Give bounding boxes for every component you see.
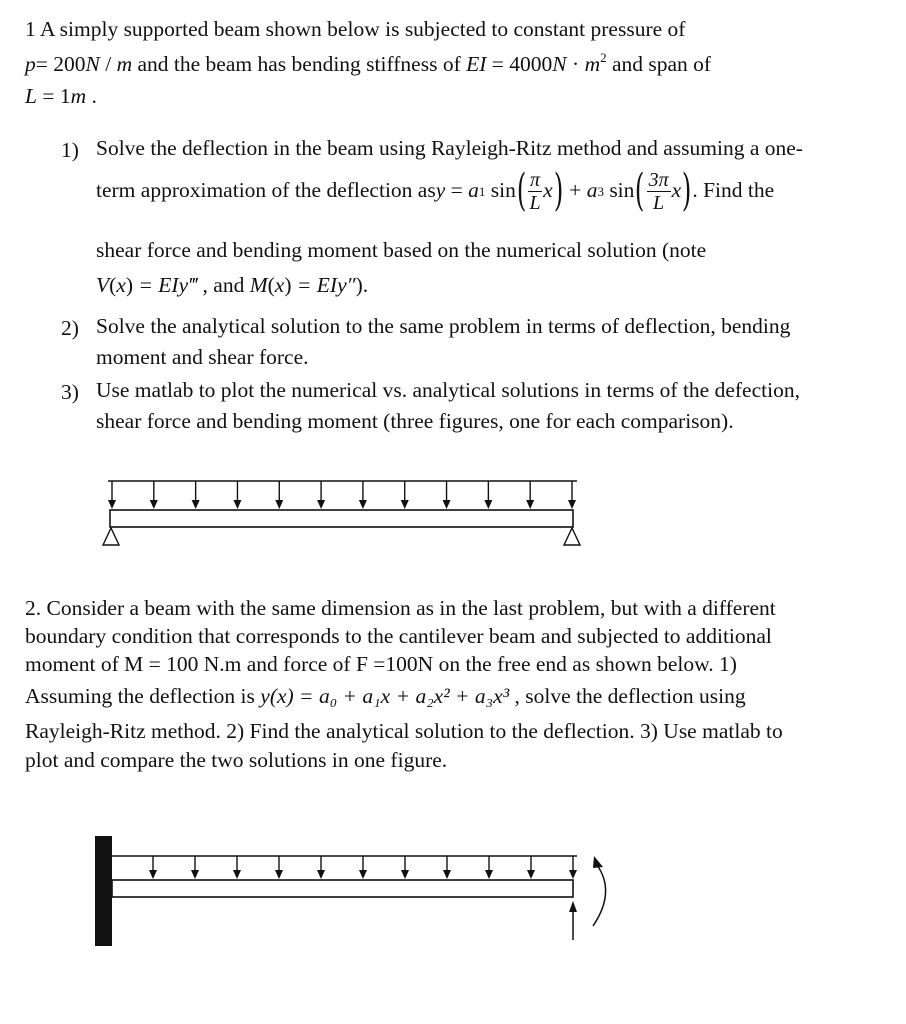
- fig1-load-arrow: [526, 481, 534, 509]
- eq-a1: a: [468, 178, 479, 203]
- l-value: = 1: [36, 84, 71, 108]
- item2-number: 2): [61, 316, 79, 340]
- p-unit-n: N: [85, 52, 100, 76]
- ei-dot: ·: [566, 52, 585, 76]
- item1-line4: V(x) = EIy‴ , and M(x) = EIy″).: [96, 273, 369, 297]
- item1-line2-end: . Find the: [692, 178, 775, 203]
- fig2-beam: [112, 880, 573, 897]
- item1-line4-end: ).: [355, 273, 369, 297]
- item1-line2-text: term approximation of the deflection as: [96, 178, 436, 203]
- eq-y: y: [435, 178, 446, 203]
- fig2-load-arrow: [191, 856, 199, 879]
- fig1-load-arrow: [317, 481, 325, 509]
- fig2-end-force-arrow: [569, 901, 577, 940]
- item3-number: 3): [61, 380, 79, 404]
- fig1-load-arrow: [192, 481, 200, 509]
- frac1-numerator: π: [530, 168, 541, 191]
- fig1-load-arrows: [108, 481, 576, 509]
- fig2-load-arrow: [149, 856, 157, 879]
- p-value: = 200: [35, 52, 86, 76]
- fig1-load-arrow: [275, 481, 283, 509]
- l-unit: m: [70, 84, 87, 108]
- problem1-line3: [25, 86, 97, 108]
- frac2-denominator: L: [653, 191, 665, 214]
- fraction-3pi-over-l: [647, 170, 671, 213]
- eq-sin1: sin: [485, 178, 516, 203]
- p-slash: /: [99, 52, 117, 76]
- problem2-line5: Rayleigh-Ritz method. 2) Find the analytical solution to the deflection. 3) Use matlab to: [25, 719, 783, 743]
- span-text: and span of: [606, 52, 712, 76]
- and-text: , and: [197, 273, 250, 297]
- eq-x2: x: [671, 178, 682, 203]
- l-end: .: [86, 84, 97, 108]
- mid-text: and the beam has bending stiffness of: [132, 52, 467, 76]
- eq-a3: a: [586, 178, 598, 203]
- m-arg: x: [274, 273, 285, 297]
- fig2-load-arrow: [569, 856, 577, 879]
- p-unit-m: m: [116, 52, 133, 76]
- eq-sin2: sin: [603, 178, 635, 203]
- paren-open-1: (: [516, 165, 527, 216]
- fig2-load-arrow: [275, 856, 283, 879]
- m-symbol: M: [249, 273, 268, 297]
- problem2-line4-start: Assuming the deflection is: [25, 684, 261, 708]
- fig2-load-arrow: [485, 856, 493, 879]
- eq-x1: x: [543, 178, 553, 203]
- fig1-load-arrow: [150, 481, 158, 509]
- fig1-load-arrow: [359, 481, 367, 509]
- fig1-load-arrow: [401, 481, 409, 509]
- item2-line2: moment and shear force.: [96, 345, 309, 369]
- problem2-line2: boundary condition that corresponds to the cantilever beam and subjected to additional: [25, 624, 772, 648]
- eq-plus: +: [563, 178, 587, 203]
- problem2-line6: plot and compare the two solutions in one figure.: [25, 748, 448, 772]
- ei-symbol: EI: [466, 52, 487, 76]
- fig2-end-moment-arrow: [593, 856, 606, 926]
- ei-exponent: 2: [600, 50, 607, 65]
- problem2-line4: [25, 686, 746, 708]
- fig2-load-arrow: [317, 856, 325, 879]
- m-rhs: = EIy″: [291, 273, 356, 297]
- ei-unit-m: m: [584, 52, 601, 76]
- paren-close-1: ): [553, 165, 563, 216]
- problem1-line1: 1 A simply supported beam shown below is subjected to constant pressure of: [25, 17, 686, 41]
- item3-line2: shear force and bending moment (three figures, one for each comparison).: [96, 409, 734, 433]
- l-symbol: L: [25, 84, 37, 108]
- fig2-load-arrows: [149, 856, 577, 879]
- fig2-load-arrow: [359, 856, 367, 879]
- v-arg: x: [116, 273, 126, 297]
- eq-sub1: 1: [478, 183, 486, 199]
- item1-line2: [96, 165, 775, 216]
- fig1-load-arrow: [108, 481, 116, 509]
- item1-line3: shear force and bending moment based on the numerical solution (note: [96, 238, 707, 262]
- problem2-line4-end: , solve the deflection using: [509, 684, 746, 708]
- paren-open-2: (: [635, 165, 645, 216]
- eq-sub3: 3: [597, 183, 604, 199]
- fig2-load-arrow: [443, 856, 451, 879]
- item1-number: 1): [61, 138, 79, 162]
- item1-line1: Solve the deflection in the beam using Rayleigh-Ritz method and assuming a one-: [96, 136, 803, 160]
- fig1-load-arrow: [443, 481, 451, 509]
- item3-line1: Use matlab to plot the numerical vs. analytical solutions in terms of the defection,: [96, 378, 800, 402]
- fig2-fixed-wall: [95, 836, 112, 946]
- fig1-load-arrow: [568, 481, 576, 509]
- frac2-numerator: 3π: [648, 168, 669, 191]
- eq-equals: =: [445, 178, 469, 203]
- fig1-left-pin-support: [103, 528, 119, 545]
- paren-close-2: ): [682, 165, 692, 216]
- fig2-load-arrow: [527, 856, 535, 879]
- fraction-pi-over-l: [528, 170, 542, 213]
- fig1-beam: [110, 510, 573, 527]
- fig1-load-arrow: [233, 481, 241, 509]
- v-rhs: = EIy‴: [133, 273, 198, 297]
- fig1-load-arrow: [484, 481, 492, 509]
- fig2-load-arrow: [401, 856, 409, 879]
- ei-value: = 4000: [486, 52, 553, 76]
- problem1-line2: [25, 51, 711, 76]
- problem2-equation: y(x) = a₀ + a₁x + a₂x² + a₃x³: [260, 684, 510, 708]
- fig2-load-arrow: [233, 856, 241, 879]
- frac1-denominator: L: [529, 191, 541, 214]
- problem2-line1: 2. Consider a beam with the same dimension as in the last problem, but with a different: [25, 596, 776, 620]
- v-symbol: V: [96, 273, 110, 297]
- problem2-line3: moment of M = 100 N.m and force of F =100N on the free end as shown below. 1): [25, 652, 737, 676]
- ei-unit-n: N: [552, 52, 567, 76]
- fig1-right-pin-support: [564, 528, 580, 545]
- p-symbol: p: [25, 52, 36, 76]
- item2-line1: Solve the analytical solution to the same problem in terms of deflection, bending: [96, 314, 791, 338]
